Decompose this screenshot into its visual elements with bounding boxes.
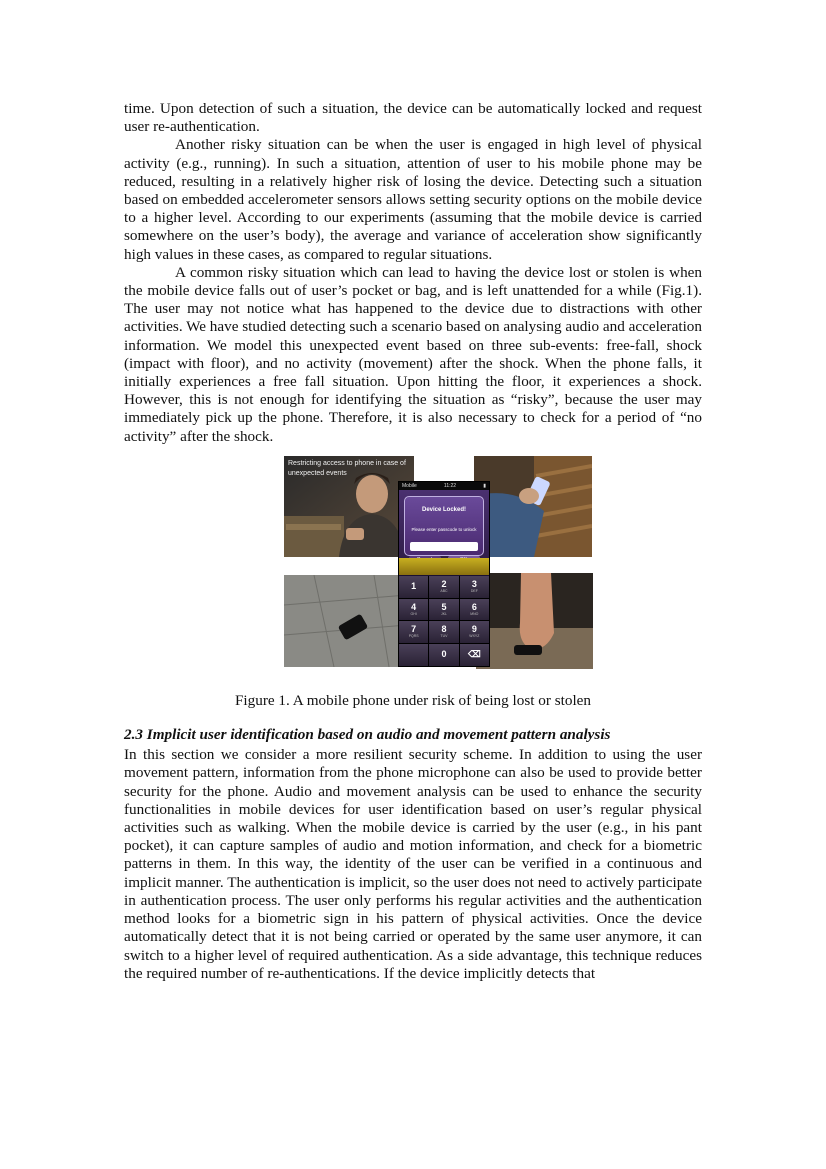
keypad-key[interactable]: 0 — [429, 644, 458, 666]
device-locked-dialog — [404, 496, 484, 556]
paragraph-fall-detection: A common risky situation which can lead to having the device lost or stolen is when the mobile device falls out of user’s pocket or bag, and is left unattended for a while (Fig.1). The user may not notice what has happened to the device due to distractions with other activities. We have studied detecting such a scenario based on analysing audio and acceleration information. We model this unexpected event based on three sub-events: free-fall, shock (impact with floor), and no activity (movement) after the shock. When the phone falls, it initially experiences a free fall situation. Upon hitting the floor, it experiences a shock. However, this is not enough for identifying the situation as “risky”, because the user may immediately pick up the phone. Therefore, it is also necessary to check for a period of “no activity” after the shock. — [124, 263, 702, 445]
figure-overlay-text: Restricting access to phone in case of unexpected events — [288, 459, 406, 477]
phone-keypad — [399, 576, 489, 666]
passcode-input[interactable] — [410, 542, 478, 551]
keypad-key[interactable]: 8 TUV — [429, 621, 458, 643]
keypad-key[interactable]: 4 GHI — [399, 599, 428, 621]
paper-page — [124, 100, 702, 983]
section-heading: 2.3 Implicit user identification based on audio and movement pattern analysis — [124, 726, 611, 744]
keypad-key[interactable]: 9 WXYZ — [460, 621, 489, 643]
figure-1 — [124, 456, 702, 684]
keypad-key[interactable]: 3 DEF — [460, 576, 489, 598]
photo-man-with-phone — [284, 456, 414, 557]
phone-lock-screen — [398, 481, 490, 667]
dialog-prompt: Please enter passcode to unlock — [411, 527, 477, 533]
dialog-title: Device Locked! — [421, 506, 467, 513]
keypad-key[interactable]: 2 ABC — [429, 576, 458, 598]
keypad-key[interactable]: ⌫ — [460, 644, 489, 666]
paragraph-physical-activity: Another risky situation can be when the user is engaged in high level of physical activity (e.g., running). In such a situation, attention of user to his mobile phone may be reduced, resulting in a relatively higher risk of losing the device. Detecting such a situation based on embedded accelerometer sensors allows setting security options on the mobile device to a higher level. According to our experiments (assuming that the mobile device is carried somewhere on the user’s body), the average and variance of acceleration show significantly high values in these cases, as compared to regular situations. — [124, 136, 702, 263]
keypad-key[interactable]: 7 PQRS — [399, 621, 428, 643]
photo-phone-on-floor — [284, 575, 407, 667]
paragraph-continuation: time. Upon detection of such a situation, the device can be automatically locked and request user re-authentication. — [124, 100, 702, 136]
figure-caption: Figure 1. A mobile phone under risk of being lost or stolen — [234, 691, 592, 709]
battery-icon: ▮ — [483, 482, 486, 489]
phone-status-bar: Mobile 11:22 ▮ — [399, 482, 489, 490]
photo-hand-reaching — [476, 573, 593, 669]
keypad-key[interactable]: 6 MNO — [460, 599, 489, 621]
photo-phone-in-pocket — [474, 456, 592, 557]
keypad-key[interactable]: 5 JKL — [429, 599, 458, 621]
keypad-key[interactable] — [399, 644, 428, 666]
section-body: In this section we consider a more resilient security scheme. In addition to using the user movement pattern, information from the phone microphone can also be used to provide better security for the phone. Audio and movement analysis can be used to enhance the security functionalities in mobile devices for user identification based on user’s regular physical activities such as walking. When the mobile device is carried by the user (e.g., in his pant pocket), it can capture samples of audio and motion information, and check for a biometric patterns in them. In this way, the identity of the user can be verified in a continuous and implicit manner. The authentication is implicit, so the user does not need to actively participate in authentication process. The user only performs his regular activities and the authentication method looks for a biometric sign in his pattern of physical activities. Once the device automatically detect that it is not being carried or operated by the same user anymore, it can switch to a higher level of required authentication. As a side advantage, this technique reduces the required number of re-authentications. If the device implicitly detects that — [124, 746, 702, 982]
phone-wallpaper-stripe — [399, 558, 489, 575]
keypad-key[interactable]: 1 — [399, 576, 428, 598]
